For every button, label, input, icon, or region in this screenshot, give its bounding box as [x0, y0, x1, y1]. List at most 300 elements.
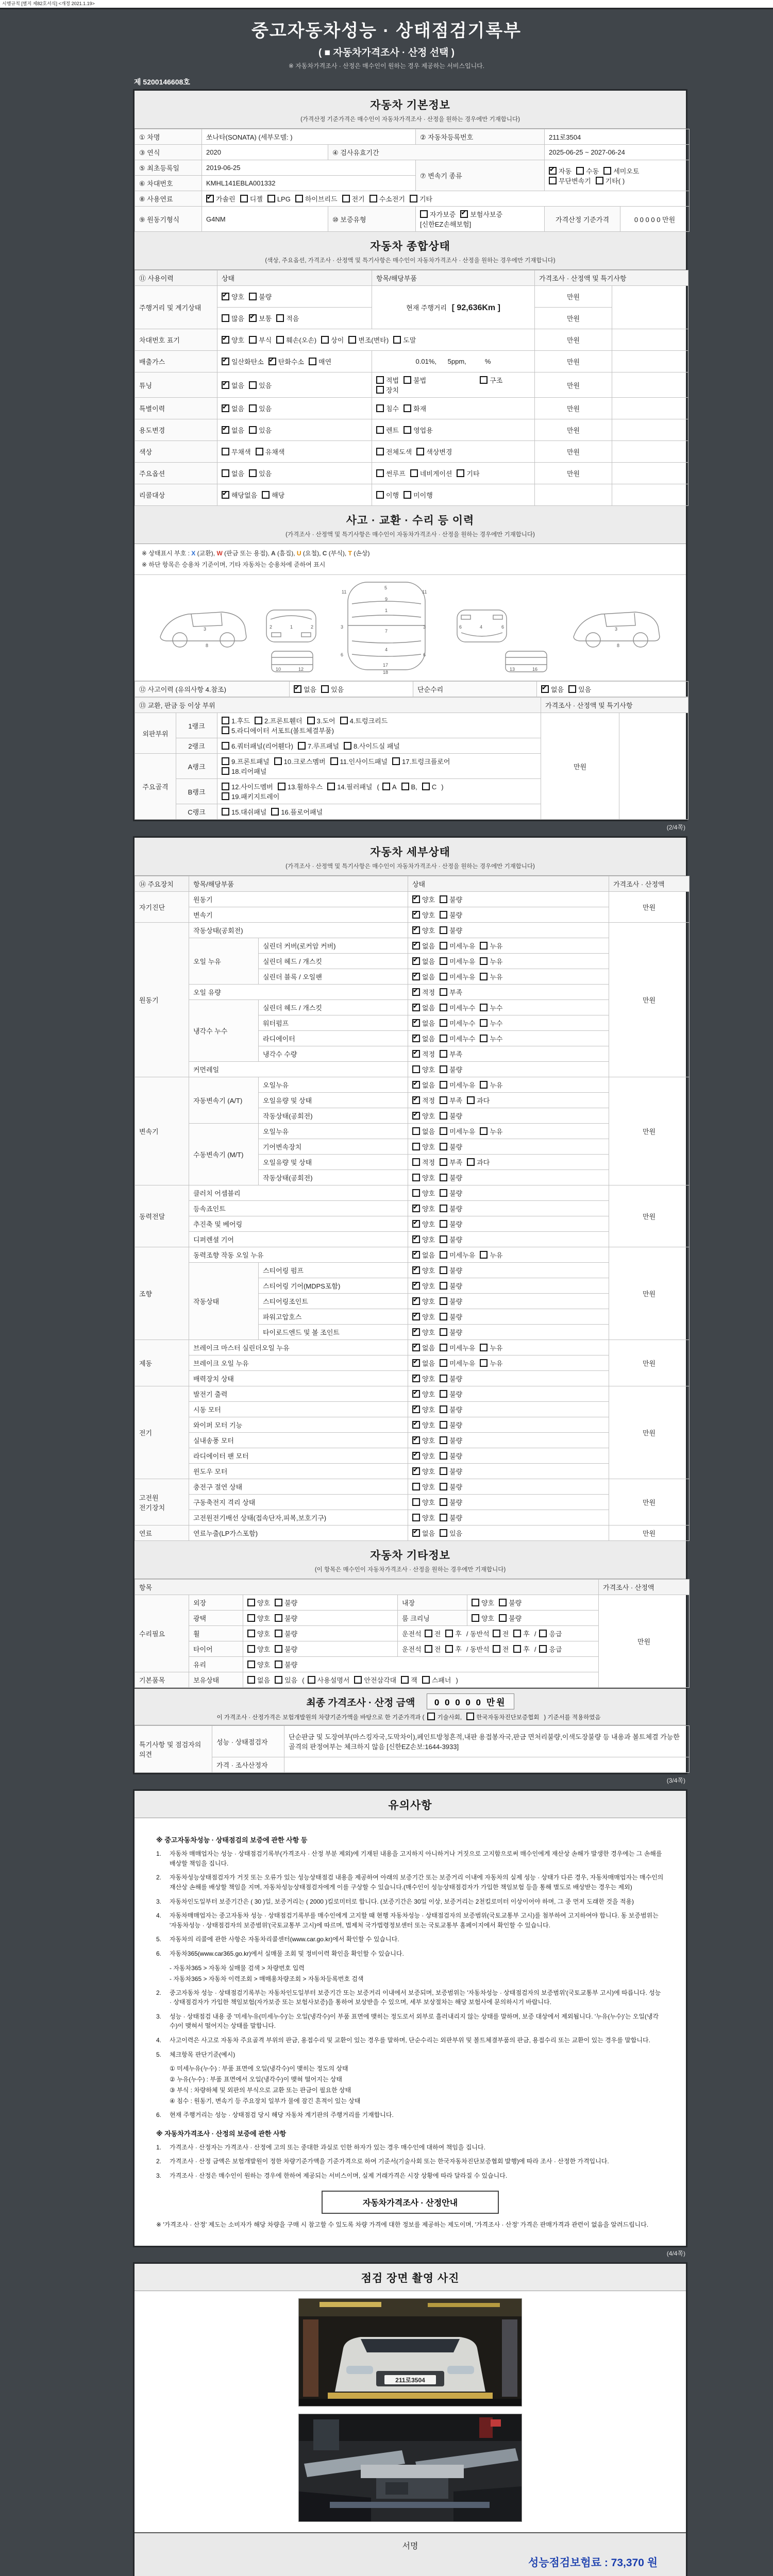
cell [612, 372, 688, 398]
checkbox-양호[interactable]: ✔ 양호 [412, 1435, 435, 1445]
empty-box-icon [440, 1452, 447, 1460]
checkbox-불량[interactable]: 불량 [440, 1374, 462, 1383]
svg-text:12: 12 [298, 667, 304, 672]
cell: 등속죠인트 [189, 1201, 408, 1216]
checkbox-불량[interactable]: 불량 [440, 1173, 462, 1182]
checkbox-있음[interactable]: 있음 [568, 684, 591, 694]
checkbox-불량[interactable]: 불량 [440, 1281, 462, 1291]
checkbox-부족[interactable]: 부족 [440, 1095, 462, 1105]
checkbox-후[interactable]: 후 [445, 1644, 462, 1654]
checkbox-없음[interactable]: ✔ 없음 [541, 684, 564, 694]
notice-item: 2. 중고자동차 성능 · 상태점검기록부는 자동차인도일부터 보증기간 또는 보증거리 이내에서 보증되며, 보증범위는 '자동차성능 · 상태점검자의 보증범위'(국토교통부 고시)에 따릅니다. 성능 · 상태점검자가 가입한 책임보험(자가보증 또는 보험사보증)을 통하여 보상받을 수 있으며, 세부 보상절차는 해당 보험사에 문의하시기 바랍니다. [156, 1989, 661, 2006]
checkbox-불량[interactable]: 불량 [440, 1466, 462, 1476]
checkbox-부족[interactable]: 부족 [440, 987, 462, 997]
empty-box-icon [404, 376, 411, 384]
checkbox-전[interactable]: 전 [493, 1629, 509, 1638]
checkbox-없음[interactable]: 없음 [247, 1675, 270, 1685]
checkbox-세미오토[interactable]: 세미오토 [603, 166, 639, 176]
empty-box-icon [342, 195, 350, 202]
checkbox-양호[interactable]: 양호 [412, 1513, 435, 1522]
checkbox-불량[interactable]: 불량 [275, 1598, 297, 1607]
checkbox-유채색[interactable]: 유채색 [256, 447, 285, 456]
section-notices [135, 1791, 686, 1818]
empty-box-icon [412, 1498, 420, 1506]
checkbox-있음[interactable]: 있음 [275, 1675, 297, 1685]
checkbox-한국자동차진단보증협회[interactable]: 한국자동차진단보증협회 [466, 1713, 539, 1721]
checkbox-후[interactable]: 후 [513, 1644, 530, 1654]
checkbox-기타[interactable]: 기타 [410, 194, 432, 204]
checkbox-불량[interactable]: 불량 [275, 1644, 297, 1654]
checkbox-불량[interactable]: 불량 [440, 1451, 462, 1461]
checkbox-양호[interactable]: ✔ 양호 [412, 1234, 435, 1244]
cell [372, 463, 535, 484]
checkbox-적정[interactable]: ✔ 적정 [412, 1049, 435, 1059]
checkbox-양호[interactable]: ✔ 양호 [412, 1420, 435, 1430]
cell [408, 1386, 609, 1402]
checkbox-불량[interactable]: 불량 [440, 1219, 462, 1229]
checkbox-잭[interactable]: 잭 [401, 1675, 417, 1685]
checkbox-양호[interactable]: ✔ 양호 [412, 1466, 435, 1476]
checkbox-양호[interactable]: 양호 [247, 1629, 270, 1638]
checkbox-썬루프[interactable]: 썬루프 [376, 468, 406, 478]
checkbox-미세누유[interactable]: 미세누유 [440, 1250, 475, 1260]
checked-box-icon [412, 1205, 420, 1212]
checkbox-부족[interactable]: 부족 [440, 1157, 462, 1167]
empty-box-icon [440, 1467, 447, 1475]
column-header: 가격조사 · 산정액 및 특기사항 [535, 270, 688, 286]
checkbox-누유[interactable]: 누유 [480, 972, 502, 981]
empty-box-icon [445, 1630, 453, 1637]
checkbox-없음[interactable]: ✔ 없음 [412, 1358, 435, 1368]
checkbox-양호[interactable]: ✔ 양호 [412, 1296, 435, 1306]
checkbox-과다[interactable]: 과다 [467, 1157, 490, 1167]
cell: 실린더 블록 / 오일팬 [259, 969, 408, 985]
cell: 동력조향 작동 오일 누유 [189, 1247, 408, 1263]
checkbox-있음[interactable]: 있음 [249, 425, 272, 435]
cell: ① 차명 [135, 129, 202, 145]
checkbox-미세누유[interactable]: 미세누유 [440, 1126, 475, 1136]
empty-box-icon [440, 1498, 447, 1506]
checkbox-없음[interactable]: ✔ 없음 [412, 956, 435, 966]
checkbox-불량[interactable]: 불량 [275, 1613, 297, 1623]
checked-box-icon [206, 195, 214, 202]
checkbox-적정[interactable]: 적정 [412, 1157, 435, 1167]
checkbox-10.크로스멤버[interactable]: 10.크로스멤버 [274, 756, 326, 766]
checkbox-수소전기[interactable]: 수소전기 [369, 194, 405, 204]
empty-box-icon [472, 1599, 479, 1606]
checkbox-3.도어[interactable]: 3.도어 [307, 716, 335, 725]
checkbox-누유[interactable]: 누유 [480, 956, 502, 966]
checkbox-변조(변타)[interactable]: 변조(변타) [348, 335, 389, 345]
checkbox-LPG[interactable]: LPG [267, 195, 291, 203]
checkbox-네비게이션[interactable]: 네비게이션 [410, 468, 452, 478]
checkbox-8.사이드실 패널[interactable]: 8.사이드실 패널 [344, 741, 400, 751]
checkbox-도말[interactable]: 도말 [393, 335, 416, 345]
checkbox-스패너[interactable]: 스패너 [422, 1675, 451, 1685]
notice-item: 3. 자동차인도일부터 보증기간은 ( 30 )일, 보증거리는 ( 2000 )킬로미터로 합니다. (보증기간은 30일 이상, 보증거리는 2천킬로미터 이상이어야 하며, 그 중 먼저 도래한 것을 적용) [156, 1897, 634, 1905]
checkbox-양호[interactable]: ✔ 양호 [412, 894, 435, 904]
checkbox-양호[interactable]: ✔ 양호 [412, 1374, 435, 1383]
checkbox-양호[interactable]: 양호 [412, 1173, 435, 1182]
checkbox-미세누유[interactable]: 미세누유 [440, 1080, 475, 1090]
checkbox-누유[interactable]: 누유 [480, 941, 502, 951]
checkbox-A[interactable]: A [382, 783, 397, 791]
checkbox-5.라디에이터 서포트(볼트체결부품)[interactable]: 5.라디에이터 서포트(볼트체결부품) [222, 725, 334, 735]
checkbox-13.휠하우스[interactable]: 13.휠하우스 [278, 782, 323, 791]
checkbox-양호[interactable]: ✔ 양호 [412, 1219, 435, 1229]
checkbox-미세누수[interactable]: 미세누수 [440, 1018, 475, 1028]
checkbox-보통[interactable]: ✔ 보통 [249, 313, 272, 323]
checkbox-사용설명서[interactable]: 사용설명서 [308, 1675, 350, 1685]
checkbox-장치[interactable]: 장치 [376, 385, 399, 395]
checkbox-15.대쉬패널[interactable]: 15.대쉬패널 [222, 807, 266, 817]
checkbox-양호[interactable]: ✔ 양호 [412, 1404, 435, 1414]
checkbox-양호[interactable]: 양호 [472, 1613, 494, 1623]
cell [408, 1464, 609, 1479]
checkbox-하이브리드[interactable]: 하이브리드 [295, 194, 338, 204]
checkbox-있음[interactable]: 있음 [321, 684, 344, 694]
checkbox-없음[interactable]: ✔ 없음 [294, 684, 316, 694]
checkbox-양호[interactable]: ✔ 양호 [412, 1451, 435, 1461]
checkbox-7.루프패널[interactable]: 7.루프패널 [298, 741, 339, 751]
checkbox-불량[interactable]: 불량 [440, 1064, 462, 1074]
checkbox-미세누유[interactable]: 미세누유 [440, 1343, 475, 1352]
empty-box-icon [278, 783, 285, 790]
checkbox-양호[interactable]: 양호 [247, 1644, 270, 1654]
checkbox-불량[interactable]: 불량 [499, 1598, 522, 1607]
checkbox-불량[interactable]: 불량 [440, 1234, 462, 1244]
cell [243, 1641, 398, 1657]
checkbox-부족[interactable]: 부족 [440, 1049, 462, 1059]
checked-box-icon [460, 210, 468, 218]
checkbox-불량[interactable]: 불량 [440, 894, 462, 904]
checked-box-icon [412, 1344, 420, 1351]
cell [619, 713, 688, 820]
checkbox-11.인사이드패널[interactable]: 11.인사이드패널 [330, 756, 388, 766]
empty-box-icon [256, 448, 263, 455]
checkbox-응급[interactable]: 응급 [539, 1644, 562, 1654]
checkbox-불량[interactable]: 불량 [440, 1142, 462, 1151]
svg-text:4: 4 [385, 647, 388, 653]
checkbox-없음[interactable]: ✔ 없음 [412, 941, 435, 951]
checkbox-없음[interactable]: ✔ 없음 [222, 380, 244, 390]
checkbox-부식[interactable]: 부식 [249, 335, 272, 345]
checkbox-양호[interactable]: 양호 [412, 1064, 435, 1074]
checkbox-있음[interactable]: 있음 [440, 1528, 462, 1538]
cell [408, 1185, 609, 1201]
checkbox-불량[interactable]: 불량 [249, 292, 272, 301]
checkbox-렌트[interactable]: 렌트 [376, 425, 399, 435]
column-header: 가격조사 · 산정액 [609, 876, 690, 892]
checkbox-있음[interactable]: 있음 [249, 403, 272, 413]
checkbox-14.필러패널[interactable]: 14.필러패널 [327, 782, 372, 791]
empty-box-icon [376, 448, 384, 455]
checkbox-적음[interactable]: 적음 [276, 313, 299, 323]
checkbox-없음[interactable]: ✔ 없음 [412, 1250, 435, 1260]
notice-item: ※ '가격조사 · 산정' 제도는 소비자가 해당 차량을 구매 시 참고할 수 있도록 차량 가격에 대한 정보를 제공하는 제도이며, '가격조사 · 산정' 가격은 판매가격과 관련이 없음을 알려드립니다. [156, 2221, 649, 2229]
cell: 1랭크 [176, 713, 217, 738]
checkbox-양호[interactable]: 양호 [412, 1188, 435, 1198]
checkbox-있음[interactable]: 있음 [249, 380, 272, 390]
checkbox-17.트렁크플로어[interactable]: 17.트렁크플로어 [392, 756, 450, 766]
checkbox-탄화수소[interactable]: ✔ 탄화수소 [268, 357, 304, 366]
checkbox-양호[interactable]: ✔ 양호 [412, 1327, 435, 1337]
checkbox-미세누유[interactable]: 미세누유 [440, 1358, 475, 1368]
checkbox-2.프론트휀더[interactable]: 2.프론트휀더 [255, 716, 303, 725]
checkbox-미세누유[interactable]: 미세누유 [440, 941, 475, 951]
checkbox-색상변경[interactable]: 색상변경 [416, 447, 452, 456]
checkbox-디젤[interactable]: 디젤 [240, 194, 263, 204]
checkbox-기타( )[interactable]: 기타( ) [596, 176, 625, 185]
empty-box-icon [247, 1630, 255, 1637]
cell [408, 1325, 609, 1340]
checkbox-B,[interactable]: B, [401, 783, 417, 791]
checkbox-해당없음[interactable]: ✔ 해당없음 [222, 490, 257, 500]
svg-text:3: 3 [341, 624, 344, 630]
checkbox-자동[interactable]: ✔자동 [549, 166, 572, 176]
empty-box-icon [222, 469, 229, 477]
checkbox-미세누수[interactable]: 미세누수 [440, 1033, 475, 1043]
checkbox-양호[interactable]: ✔ 양호 [412, 1281, 435, 1291]
checked-box-icon [412, 1529, 420, 1537]
checked-box-icon [412, 1328, 420, 1336]
checkbox-많음[interactable]: 많음 [222, 313, 244, 323]
cell: B랭크 [176, 779, 217, 804]
checkbox-불량[interactable]: 불량 [499, 1613, 522, 1623]
checkbox-매연[interactable]: 매연 [309, 357, 331, 366]
license-plate: 211로3504 [395, 2377, 425, 2384]
checkbox-보험사보증[interactable]: ✔ 보험사보증 [460, 209, 502, 219]
checkbox-6.쿼터패널(리어휀다)[interactable]: 6.쿼터패널(리어휀다) [222, 741, 293, 751]
checkbox-누수[interactable]: 누수 [480, 1033, 502, 1043]
checkbox-양호[interactable]: 양호 [412, 1482, 435, 1492]
column-header: 가격조사 · 산정액 [599, 1580, 690, 1595]
cell [408, 1093, 609, 1108]
checkbox-화재[interactable]: 화재 [404, 403, 426, 413]
checked-box-icon [222, 404, 229, 412]
checkbox-양호[interactable]: ✔ 양호 [222, 335, 244, 345]
checkbox-무채색[interactable]: 무채색 [222, 447, 251, 456]
checkbox-전[interactable]: 전 [425, 1629, 441, 1638]
checkbox-불량[interactable]: 불량 [275, 1659, 297, 1669]
checkbox-양호[interactable]: ✔ 양호 [412, 910, 435, 920]
cell [243, 1657, 599, 1672]
checkbox-불법[interactable]: 불법 [404, 375, 426, 385]
checkbox-상이[interactable]: 상이 [321, 335, 344, 345]
checkbox-16.플로어패널[interactable]: 16.플로어패널 [271, 807, 323, 817]
checkbox-누유[interactable]: 누유 [480, 1250, 502, 1260]
checkbox-있음[interactable]: 있음 [249, 468, 272, 478]
checkbox-불량[interactable]: 불량 [440, 1389, 462, 1399]
checkbox-불량[interactable]: 불량 [440, 1497, 462, 1507]
empty-box-icon [412, 1483, 420, 1490]
checkbox-12.사이드멤버[interactable]: 12.사이드멤버 [222, 782, 273, 791]
cell: 만원 [609, 1479, 690, 1526]
checkbox-미이행[interactable]: 미이행 [404, 490, 433, 500]
checkbox-양호[interactable]: ✔ 양호 [412, 1389, 435, 1399]
checkbox-없음[interactable]: ✔ 없음 [222, 403, 244, 413]
checkbox-후[interactable]: 후 [513, 1629, 530, 1638]
cell [217, 286, 372, 308]
checkbox-수동[interactable]: 수동 [576, 166, 599, 176]
checkbox-4.트렁크리드[interactable]: 4.트렁크리드 [340, 716, 388, 725]
checkbox-18.리어패널[interactable]: 18.리어패널 [222, 766, 266, 776]
cell: 냉각수 누수 [189, 1000, 259, 1062]
checkbox-없음[interactable]: ✔ 없음 [222, 425, 244, 435]
empty-box-icon [445, 1645, 453, 1653]
checkbox-일산화탄소[interactable]: ✔ 일산화탄소 [222, 357, 264, 366]
table [135, 697, 688, 820]
checkbox-양호[interactable]: 양호 [472, 1598, 494, 1607]
checkbox-양호[interactable]: 양호 [247, 1613, 270, 1623]
checkbox-양호[interactable]: ✔ 양호 [412, 1111, 435, 1121]
checkbox-전체도색[interactable]: 전체도색 [376, 447, 412, 456]
section-etc-info [135, 1541, 686, 1579]
checkbox-적정[interactable]: ✔ 적정 [412, 987, 435, 997]
checkbox-양호[interactable]: ✔ 양호 [412, 925, 435, 935]
cell [217, 754, 541, 779]
empty-box-icon [376, 386, 384, 394]
checkbox-없음[interactable]: 없음 [222, 468, 244, 478]
column-header: 상태 [217, 270, 372, 286]
checkbox-이행[interactable]: 이행 [376, 490, 399, 500]
checkbox-침수[interactable]: 침수 [376, 403, 399, 413]
checkbox-자가보증[interactable]: 자가보증 [420, 209, 456, 219]
checkbox-해당[interactable]: 해당 [262, 490, 284, 500]
checkbox-없음[interactable]: ✔ 없음 [412, 1528, 435, 1538]
checkbox-9.프론트패널[interactable]: 9.프론트패널 [222, 756, 270, 766]
checkbox-불량[interactable]: 불량 [440, 1188, 462, 1198]
checkbox-적정[interactable]: ✔ 적정 [412, 1095, 435, 1105]
cell [408, 1526, 609, 1541]
cell [408, 1479, 609, 1495]
checkbox-적법[interactable]: 적법 [376, 375, 399, 385]
checkbox-불량[interactable]: 불량 [440, 925, 462, 935]
checkbox-무단변속기[interactable]: 무단변속기 [549, 176, 591, 185]
checkbox-없음[interactable]: ✔ 없음 [412, 1080, 435, 1090]
empty-box-icon [440, 1328, 447, 1336]
checkbox-양호[interactable]: 양호 [412, 1497, 435, 1507]
checkbox-안전삼각대[interactable]: 안전삼각대 [354, 1675, 396, 1685]
checkbox-없음[interactable]: ✔ 없음 [412, 1003, 435, 1012]
checkbox-불량[interactable]: 불량 [275, 1629, 297, 1638]
checked-box-icon [412, 1375, 420, 1382]
checkbox-누유[interactable]: 누유 [480, 1343, 502, 1352]
checkbox-가솔린[interactable]: ✔ 가솔린 [206, 194, 236, 204]
checkbox-전[interactable]: 전 [493, 1644, 509, 1654]
checkbox-19.패키지트레이[interactable]: 19.패키지트레이 [222, 791, 279, 801]
cell: A랭크 [176, 754, 217, 779]
checkbox-불량[interactable]: 불량 [440, 1111, 462, 1121]
checkbox-기타[interactable]: 기타 [457, 468, 479, 478]
checkbox-응급[interactable]: 응급 [539, 1629, 562, 1638]
checkbox-불량[interactable]: 불량 [440, 1404, 462, 1414]
checkbox-과다[interactable]: 과다 [467, 1095, 490, 1105]
checkbox-양호[interactable]: ✔ 양호 [412, 1204, 435, 1213]
checkbox-C[interactable]: C [422, 783, 436, 791]
cell [372, 398, 535, 419]
checked-box-icon [412, 1251, 420, 1259]
checkbox-불량[interactable]: 불량 [440, 1204, 462, 1213]
checkbox-없음[interactable]: 없음 [412, 1126, 435, 1136]
checkbox-양호[interactable]: 양호 [412, 1142, 435, 1151]
empty-box-icon [275, 1614, 282, 1622]
checkbox-불량[interactable]: 불량 [440, 1482, 462, 1492]
section-overall-state [135, 232, 686, 270]
checkbox-미세누수[interactable]: 미세누수 [440, 1003, 475, 1012]
checkbox-불량[interactable]: 불량 [440, 1265, 462, 1275]
checkbox-양호[interactable]: ✔ 양호 [412, 1265, 435, 1275]
checkbox-훼손(오손)[interactable]: 훼손(오손) [276, 335, 316, 345]
checkbox-누수[interactable]: 누수 [480, 1003, 502, 1012]
checked-box-icon [412, 1452, 420, 1460]
cell: 추진축 및 베어링 [189, 1216, 408, 1232]
cell: 만원 [609, 1185, 690, 1247]
checkbox-불량[interactable]: 불량 [440, 1327, 462, 1337]
checkbox-없음[interactable]: ✔ 없음 [412, 1033, 435, 1043]
transmission-type [545, 160, 690, 191]
cell: 수리필요 [135, 1595, 189, 1672]
checkbox-양호[interactable]: ✔양호 [222, 292, 244, 301]
checkbox-불량[interactable]: 불량 [440, 1420, 462, 1430]
checkbox-불량[interactable]: 불량 [440, 1435, 462, 1445]
cell: 연료누출(LP가스포함) [189, 1526, 408, 1541]
checked-box-icon [222, 358, 229, 365]
notice-item: 3. 성능 · 상태점검 내용 중 '미세누유(미세누수)'는 오일(냉각수)이 부품 표면에 맺히는 정도로서 외부로 흘러내리지 않는 상태를 말하며, 보증 대상에서 제외됩니다. '누유(누수)'는 오일(냉각수)이 맺혀서 떨어지는 상태를 말합니다. [156, 2012, 659, 2030]
checkbox-미세누유[interactable]: 미세누유 [440, 956, 475, 966]
page-marker: (3/4쪽) [666, 1777, 685, 1785]
checkbox-불량[interactable]: 불량 [440, 1296, 462, 1306]
checkbox-없음[interactable]: ✔ 없음 [412, 1018, 435, 1028]
empty-box-icon [249, 293, 257, 300]
empty-box-icon [249, 336, 257, 344]
checkbox-불량[interactable]: 불량 [440, 1312, 462, 1321]
checkbox-양호[interactable]: 양호 [247, 1598, 270, 1607]
cell [467, 1611, 599, 1626]
checkbox-누유[interactable]: 누유 [480, 1080, 502, 1090]
cell: 고전원 전기장치 [135, 1479, 189, 1526]
checkbox-1.후드[interactable]: 1.후드 [222, 716, 250, 725]
checkbox-후[interactable]: 후 [445, 1629, 462, 1638]
checkbox-양호[interactable]: ✔ 양호 [412, 1312, 435, 1321]
checked-box-icon [412, 1081, 420, 1089]
checkbox-양호[interactable]: 양호 [247, 1659, 270, 1669]
checkbox-영업용[interactable]: 영업용 [404, 425, 433, 435]
column-header: ⑪ 사용이력 [135, 270, 217, 286]
empty-box-icon [327, 783, 335, 790]
checkbox-없음[interactable]: ✔ 없음 [412, 972, 435, 981]
notice-item: 3. 가격조사 · 산정은 매수인이 원하는 경우에 한하여 제공되는 서비스이며, 실제 거래가격은 시장 상황에 따라 달라질 수 있습니다. [156, 2172, 508, 2179]
checkbox-미세누유[interactable]: 미세누유 [440, 972, 475, 981]
section-subtitle: (가격조사 · 산정액 및 특기사항은 매수인이 자동차가격조사 · 산정을 원하는 경우에만 기재합니다) [285, 863, 535, 870]
checkbox-누수[interactable]: 누수 [480, 1018, 502, 1028]
column-header: 상태 [408, 876, 609, 892]
checkbox-전[interactable]: 전 [425, 1644, 441, 1654]
checkbox-불량[interactable]: 불량 [440, 1513, 462, 1522]
checkbox-구조[interactable]: 구조 [480, 375, 502, 385]
cell: ⑫ 사고이력 (유의사항 4.참조) [135, 682, 290, 697]
empty-box-icon [222, 767, 229, 775]
checkbox-불량[interactable]: 불량 [440, 910, 462, 920]
notice-item: 4. 사고이력은 사고로 자동차 주요골격 부위의 판금, 용접수리 및 교환이 있는 경우를 말하며, 단순수리는 외판부위 및 볼트체결부품의 판금, 용접수리 또는 교환이 있는 경우를 말합니다. [156, 2036, 650, 2044]
checkbox-누유[interactable]: 누유 [480, 1358, 502, 1368]
column-header: 가격조사 · 산정액 및 특기사항 [541, 698, 688, 713]
checkbox-누유[interactable]: 누유 [480, 1126, 502, 1136]
checkbox-전기[interactable]: 전기 [342, 194, 365, 204]
checkbox-없음[interactable]: ✔ 없음 [412, 1343, 435, 1352]
checkbox-기술사회,[interactable]: 기술사회, [427, 1713, 462, 1721]
empty-box-icon [401, 783, 409, 790]
